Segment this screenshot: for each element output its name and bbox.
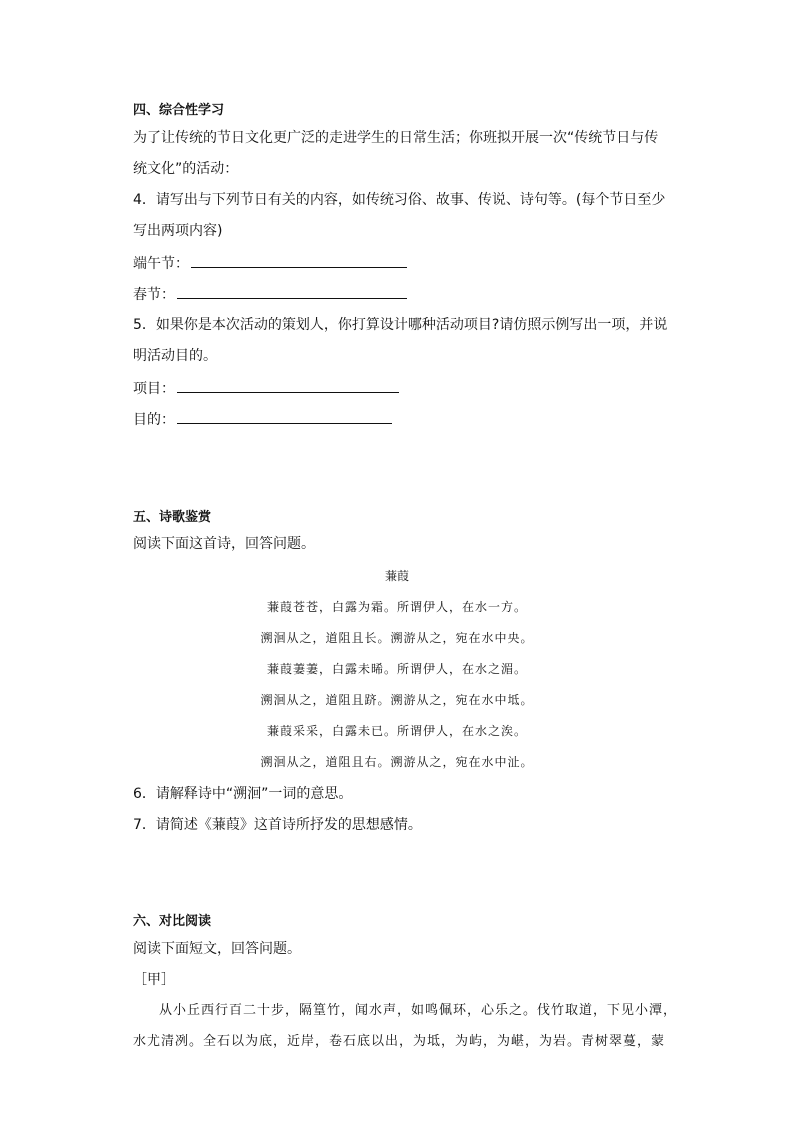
passage-label-jia: ［甲］: [133, 972, 175, 988]
duanwu-answer-row: [133, 253, 407, 274]
chunjie-answer-blank[interactable]: [177, 284, 407, 299]
question-5-line1: 5．如果你是本次活动的策划人，你打算设计哪种活动项目?请仿照示例写出一项，并说: [133, 317, 668, 333]
poem-line: 蒹葭采采，白露未已。所谓伊人，在水之涘。: [266, 724, 527, 738]
section-heading-6: 六、对比阅读: [133, 914, 212, 929]
purpose-answer-blank[interactable]: [177, 409, 392, 424]
question-7: 7．请简述《蒹葭》这首诗所抒发的思想感情。: [133, 817, 422, 833]
question-4-line2: 写出两项内容): [133, 223, 223, 239]
passage-line-1: 从小丘西行百二十步，隔篁竹，闻水声，如鸣佩环，心乐之。伐竹取道，下见小潭，: [159, 1003, 678, 1018]
poem-line: 溯洄从之，道阻且右。溯游从之，宛在水中沚。: [260, 755, 534, 769]
poem-line: 蒹葭萋萋，白露未晞。所谓伊人，在水之湄。: [266, 662, 527, 676]
section5-intro: 阅读下面这首诗，回答问题。: [133, 536, 315, 552]
purpose-answer-row: [133, 409, 392, 430]
passage-line-2: 水尤清冽。全石以为底，近岸，卷石底以出，为坻，为屿，为嵁，为岩。青树翠蔓，蒙: [133, 1034, 666, 1049]
chunjie-label: 春节：: [133, 287, 175, 303]
project-answer-blank[interactable]: [177, 378, 399, 393]
section4-intro-line1: 为了让传统的节日文化更广泛的走进学生的日常生活；你班拟开展一次“传统节日与传: [133, 130, 659, 146]
chunjie-answer-row: [133, 284, 407, 305]
purpose-label: 目的：: [133, 412, 175, 428]
section-heading-4: 四、综合性学习: [133, 103, 225, 118]
poem-line: 蒹葭苍苍，白露为霜。所谓伊人，在水一方。: [266, 600, 527, 614]
question-6: 6．请解释诗中“溯洄”一词的意思。: [133, 786, 353, 802]
section-heading-5: 五、诗歌鉴赏: [133, 510, 212, 525]
question-4-line1: 4．请写出与下列节日有关的内容，如传统习俗、故事、传说、诗句等。(每个节日至少: [133, 192, 666, 208]
duanwu-label: 端午节：: [133, 256, 189, 272]
project-answer-row: [133, 378, 399, 399]
poem-line: 溯洄从之，道阻且跻。溯游从之，宛在水中坻。: [260, 693, 534, 707]
duanwu-answer-blank[interactable]: [191, 253, 407, 268]
section6-intro: 阅读下面短文，回答问题。: [133, 941, 301, 957]
poem-line: 溯洄从之，道阻且长。溯游从之，宛在水中央。: [260, 631, 534, 645]
poem-title: 蒹葭: [384, 569, 409, 583]
question-5-line2: 明活动目的。: [133, 348, 217, 364]
section4-intro-line2: 统文化”的活动：: [133, 161, 239, 177]
project-label: 项目：: [133, 381, 175, 397]
